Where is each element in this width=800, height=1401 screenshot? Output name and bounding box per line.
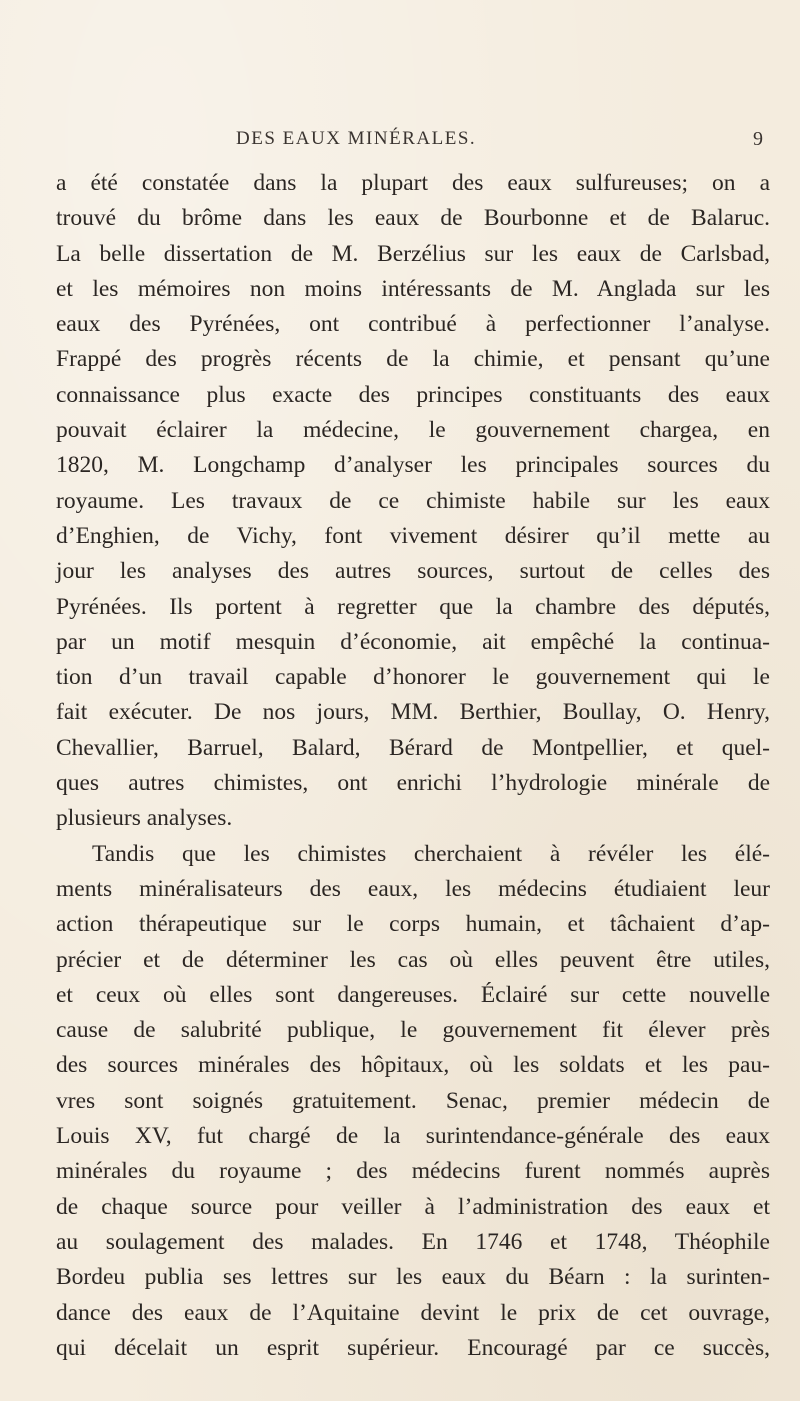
text-line: 1820, M. Longchamp d’analyser les principales sources du [56,452,770,479]
text-line: jour les analyses des autres sources, surtout de celles des [56,558,770,585]
text-line: royaume. Les travaux de ce chimiste habile sur les eaux [56,487,770,514]
text-line: connaissance plus exacte des principes constituants des eaux [56,381,770,408]
text-line: dance des eaux de l’Aquitaine devint le prix de cet ouvrage, [56,1299,770,1326]
text-line: Pyrénées. Ils portent à regretter que la chambre des députés, [56,593,770,620]
text-line: Bordeu publia ses lettres sur les eaux du Béarn : la surinten- [56,1264,770,1291]
text-line: des sources minérales des hôpitaux, où les soldats et les pau- [56,1052,770,1079]
text-line: a été constatée dans la plupart des eaux sulfureuses; on a [56,170,770,196]
text-line: et les mémoires non moins intéressants de M. Anglada sur les [56,275,770,302]
text-line: ments minéralisateurs des eaux, les médecins étudiaient leur [56,875,770,902]
text-line: et ceux où elles sont dangereuses. Éclairé sur cette nouvelle [56,981,770,1008]
text-line: ques autres chimistes, ont enrichi l’hydrologie minérale de [56,770,770,797]
text-line: par un motif mesquin d’économie, ait empêché la continua- [56,628,770,655]
text-line: vres sont soignés gratuitement. Senac, premier médecin de [56,1087,770,1114]
text-line: La belle dissertation de M. Berzélius sur les eaux de Carlsbad, [56,240,770,267]
text-line: Tandis que les chimistes cherchaient à révéler les élé- [92,840,770,867]
text-line: Frappé des progrès récents de la chimie, et pensant qu’une [56,346,770,373]
text-line: d’Enghien, de Vichy, font vivement désirer qu’il mette au [56,522,770,549]
text-line: action thérapeutique sur le corps humain, et tâchaient d’ap- [56,911,770,938]
text-line: trouvé du brôme dans les eaux de Bourbonne et de Balaruc. [56,205,770,232]
text-line: Louis XV, fut chargé de la surintendance-générale des eaux [56,1123,770,1150]
text-line: eaux des Pyrénées, ont contribué à perfectionner l’analyse. [56,311,770,338]
text-line: minérales du royaume ; des médecins furent nommés auprès [56,1158,770,1185]
text-line: précier et de déterminer les cas où elles peuvent être utiles, [56,946,770,973]
text-line: cause de salubrité publique, le gouvernement fit élever près [56,1017,770,1044]
text-line: fait exécuter. De nos jours, MM. Berthier, Boullay, O. Henry, [56,699,770,726]
running-header [0,128,800,158]
running-title: DES EAUX MINÉRALES. [236,128,477,149]
page-number: 9 [753,128,763,150]
text-line: pouvait éclairer la médecine, le gouvernement chargea, en [56,417,770,444]
text-line: tion d’un travail capable d’honorer le gouvernement qui le [56,664,770,691]
text-line: Chevallier, Barruel, Balard, Bérard de Montpellier, et quel- [56,734,770,761]
text-line: au soulagement des malades. En 1746 et 1748, Théophile [56,1228,770,1255]
text-line: de chaque source pour veiller à l’administration des eaux et [56,1193,770,1220]
text-line: plusieurs analyses. [56,805,233,832]
text-line: qui décelait un esprit supérieur. Encouragé par ce succès, [56,1334,770,1361]
body-text [56,166,770,1366]
